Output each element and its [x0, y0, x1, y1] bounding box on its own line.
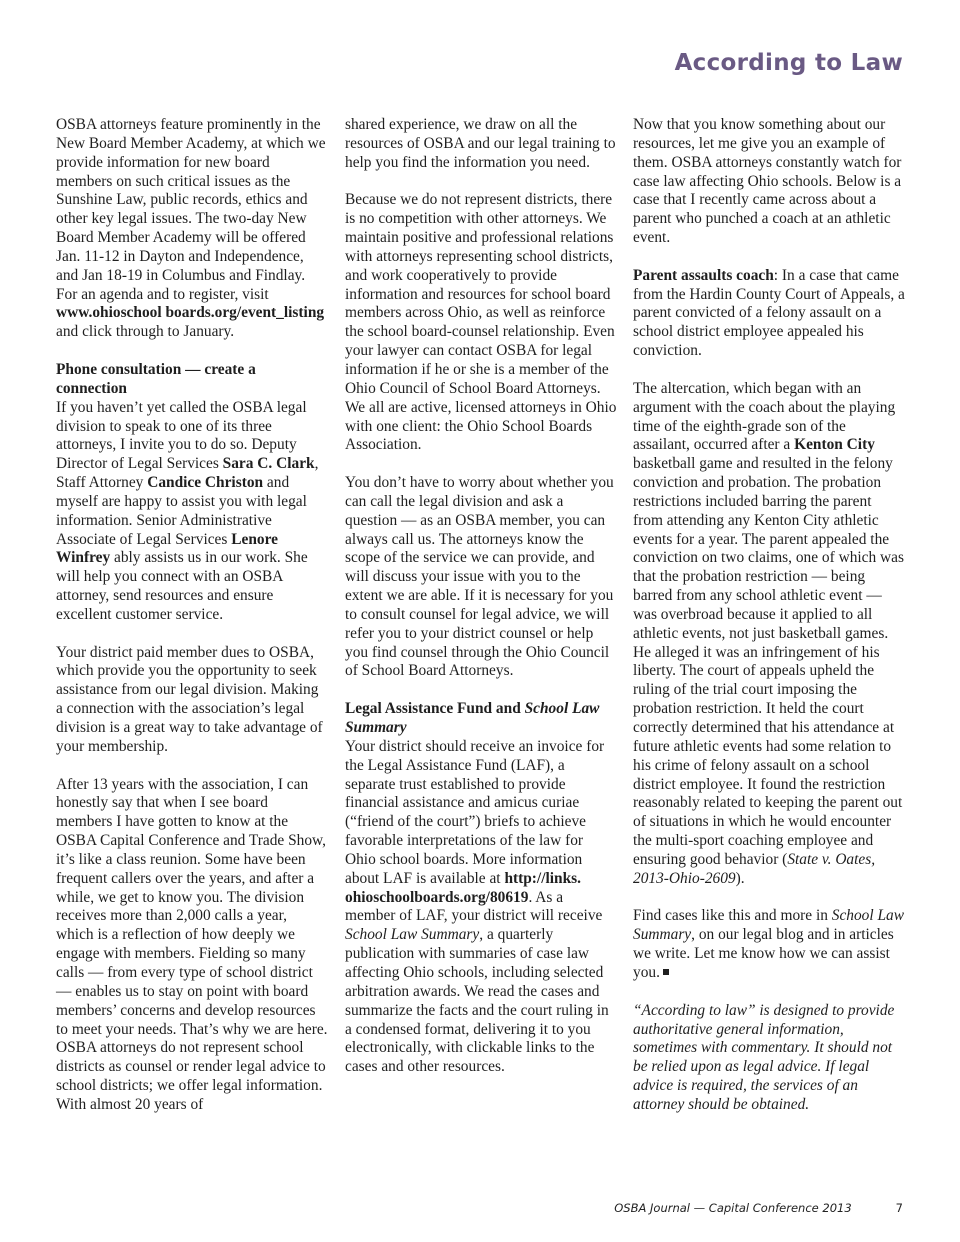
paragraph: The altercation, which began with an argument with the coach about the playing time of the eighth-grade son of the assailant, occurred after a Kenton City basketball game and resulted in the felony conviction and probation. The probation restrictions included barring the parent from attending any Kenton City athletic events for a year. The parent appealed the conviction on two claims, one of which was that the probation restriction — being barred from any school athletic event — was overbroad because it applied to all athletic events, not just basketball games. He alleged it was an infringement of his liberty. The court of appeals upheld the ruling of the trial court imposing the probation restriction. It held the court correctly determined that his attendance at future athletic events had some relation to his crime of felony assault on a school district employee. It found the restriction reasonably related to keeping the parent out of situations in which he would encounter the multi-sport coaching employee and ensuring good behavior (State v. Oates, 2013-Ohio-2609). [633, 379, 904, 887]
paragraph: Now that you know something about our resources, let me give you an example of them. OSBA attorneys constantly watch for case law affecting Ohio schools. Below is a case that I recently came across about a parent who punched a coach at an athletic event. [633, 116, 902, 247]
section-title: According to Law [674, 50, 903, 76]
paragraph: shared experience, we draw on all the resources of OSBA and our legal training to help you find the information you need. [345, 116, 616, 171]
paragraph: Because we do not represent districts, there is no competition with other attorneys. We maintain positive and professional relations with attorneys representing school districts, and work cooperatively to provide information and resources for school board members across Ohio, as well as reinforce the school board-counsel relationship. Even your lawyer can contact OSBA for legal information if he or she is a member of the Ohio Council of School Board Attorneys. We all are active, licensed attorneys in Ohio with one client: the Ohio School Boards Association. [345, 191, 617, 454]
paragraph: OSBA attorneys feature prominently in the New Board Member Academy, at which we provide information for new board members on such critical issues as the Sunshine Law, public records, ethics and other key legal issues. The two-day New Board Member Academy will be offered Jan. 11-12 in Dayton and Independence, and Jan 18-19 in Columbus and Findlay. For an agenda and to register, visit www.ohioschool boards.org/event_listing and click through to January. [56, 116, 326, 341]
subheading-legal-assistance-fund: Legal Assistance Fund and School Law Summary [345, 700, 600, 736]
journal-name: OSBA Journal — Capital Conference 2013 [614, 1201, 852, 1215]
end-mark-icon [663, 969, 669, 975]
page-footer [614, 1201, 903, 1215]
disclaimer: “According to law” is designed to provide authoritative general information, sometimes with commentary. It should not be relied upon as legal advice. If legal advice is required, the services of an attorney should be obtained. [633, 1001, 895, 1113]
paragraph: Parent assaults coach: In a case that came from the Hardin County Court of Appeals, a parent convicted of a felony assault on a school district employee appealed his conviction. [633, 266, 905, 360]
paragraph: After 13 years with the association, I can honestly say that when I see board members I have gotten to know at the OSBA Capital Conference and Trade Show, it’s like a class reunion. Some have been frequent callers over the years, and after a while, we get to know you. The division receives more than 2,000 calls a year, which is a reflection of how deeply we engage with members. Fielding so many calls — from every type of school district — enables us to stay on point with board members’ concerns and develop resources to meet your needs. That’s why we are here. OSBA attorneys do not represent school districts as counsel or render legal advice to school districts; we offer legal information. With almost 20 years of [56, 775, 328, 1113]
paragraph-closing [633, 907, 905, 982]
paragraph: Your district paid member dues to OSBA, which provide you the opportunity to seek assistance from our legal division. Making a connection with the association’s legal division is a great way to take advantage of your membership. [56, 643, 323, 755]
article-column-3 [633, 116, 905, 1115]
article-column-2 [345, 116, 617, 1077]
paragraph: Your district should receive an invoice for the Legal Assistance Fund (LAF), a separate trust established to provide financial assistance and amicus curiae (“friend of the court”) briefs to achieve favorable interpretations of the law for Ohio school boards. More information about LAF is available at http://links. ohioschoolboards.org/80619. As a member of LAF, your district will receive School Law Summary, a quarterly publication with summaries of case law affecting Ohio schools, including selected arbitration awards. We read the cases and summarize the facts and the court ruling in a condensed format, delivering it to you electronically, with clickable links to the cases and other resources. [345, 737, 609, 1076]
paragraph: If you haven’t yet called the OSBA legal division to speak to one of its three attorneys, I invite you to do so. Deputy Director of Legal Services Sara C. Clark, Staff Attorney Candice Christon and myself are happy to assist you with legal information. Senior Administrative Associate of Legal Services Lenore Winfrey ably assists us in our work. She will help you connect with an OSBA attorney, send resources and ensure excellent customer service. [56, 398, 319, 623]
closing-text: Find cases like this and more in School Law Summary, on our legal blog and in articles we write. Let me know how we can assist you. [633, 907, 905, 981]
page-number: 7 [895, 1201, 903, 1215]
article-column-1 [56, 116, 328, 1115]
paragraph: You don’t have to worry about whether you can call the legal division and ask a question — as an OSBA member, you can always call us. The attorneys know the scope of the service we can provide, and will discuss your issue with you to the extent we are able. If it is necessary for you to consult counsel for legal advice, we will refer you to your district counsel or help you find counsel through the Ohio Council of School Board Attorneys. [345, 474, 614, 680]
subheading-phone-consultation: Phone consultation — create a connection [56, 360, 256, 397]
